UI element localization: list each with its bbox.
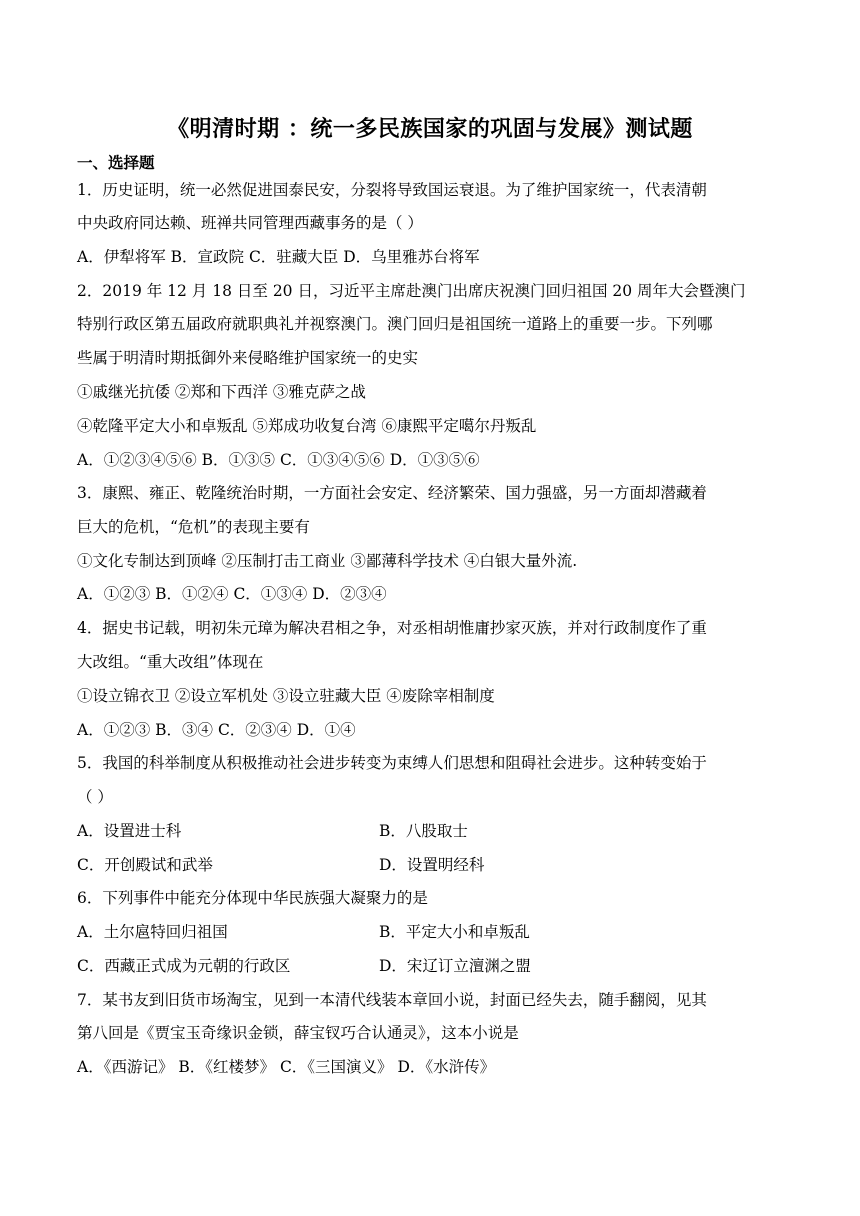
option-a: A．土尔扈特回归祖国 [77, 923, 228, 941]
text-line: A．①②③④⑤⑥ B．①③⑤ C．①③④⑤⑥ D．①③⑤⑥ [77, 451, 480, 469]
text-line: A．伊犁将军 B．宣政院 C．驻藏大臣 D．乌里雅苏台将军 [77, 248, 480, 266]
text-line: ④乾隆平定大小和卓叛乱 ⑤郑成功收复台湾 ⑥康熙平定噶尔丹叛乱 [77, 417, 537, 435]
text-line: ①设立锦衣卫 ②设立军机处 ③设立驻藏大臣 ④废除宰相制度 [77, 687, 495, 705]
text-line: A．《西游记》 B．《红楼梦》 C．《三国演义》 D．《水浒传》 [77, 1058, 496, 1076]
option-b: B．平定大小和卓叛乱 [379, 923, 530, 941]
text-line: 特别行政区第五届政府就职典礼并视察澳门。澳门回归是祖国统一道路上的重要一步。下列哪 [77, 315, 713, 333]
text-line: A．①②③ B．①②④ C．①③④ D．②③④ [77, 585, 387, 603]
text-line: （ ） [77, 788, 113, 806]
page-title: 《明清时期 ：统一多民族国家的巩固与发展》测试题 [167, 117, 693, 142]
question-stem: 6．下列事件中能充分体现中华民族强大凝聚力的是 [77, 889, 428, 907]
text-line: ①戚继光抗倭 ②郑和下西洋 ③雅克萨之战 [77, 383, 366, 401]
text-line: 3．康熙、雍正、乾隆统治时期，一方面社会安定、经济繁荣、国力强盛，另一方面却潜藏着 [77, 484, 707, 502]
section-heading: 一、选择题 [77, 154, 155, 172]
text-line: 5．我国的科举制度从积极推动社会进步转变为束缚人们思想和阻碍社会进步。这种转变始于 [77, 754, 707, 772]
option-d: D．设置明经科 [379, 856, 485, 874]
text-line: A．①②③ B．③④ C．②③④ D．①④ [77, 721, 356, 739]
text-line: 7．某书友到旧货市场淘宝，见到一本清代线装本章回小说，封面已经失去，随手翻阅，见其 [77, 991, 707, 1009]
text-line: 1．历史证明，统一必然促进国泰民安，分裂将导致国运衰退。为了维护国家统一，代表清朝 [77, 181, 707, 199]
option-c: C．开创殿试和武举 [77, 856, 213, 874]
text-line: 第八回是《贾宝玉奇缘识金锁，薛宝钗巧合认通灵》，这本小说是 [77, 1024, 519, 1042]
option-a: A．设置进士科 [77, 822, 182, 840]
text-line: 2．2019 年 12 月 18 日至 20 日，习近平主席赴澳门出席庆祝澳门回归祖国 20 周年大会暨澳门 [77, 282, 746, 300]
text-line: 中央政府同达赖、班禅共同管理西藏事务的是（ ） [77, 214, 423, 232]
option-b: B．八股取士 [379, 822, 468, 840]
text-line: 巨大的危机，“危机”的表现主要有 [77, 518, 310, 536]
text-line: 大改组。“重大改组”体现在 [77, 653, 264, 671]
text-line: 些属于明清时期抵御外来侵略维护国家统一的史实 [77, 349, 419, 367]
text-line: ①文化专制达到顶峰 ②压制打击工商业 ③鄙薄科学技术 ④白银大量外流. [77, 552, 578, 570]
option-c: C．西藏正式成为元朝的行政区 [77, 957, 291, 975]
text-line: 4．据史书记载，明初朱元璋为解决君相之争，对丞相胡惟庸抄家灭族，并对行政制度作了重 [77, 619, 707, 637]
option-d: D．宋辽订立澶渊之盟 [379, 957, 531, 975]
